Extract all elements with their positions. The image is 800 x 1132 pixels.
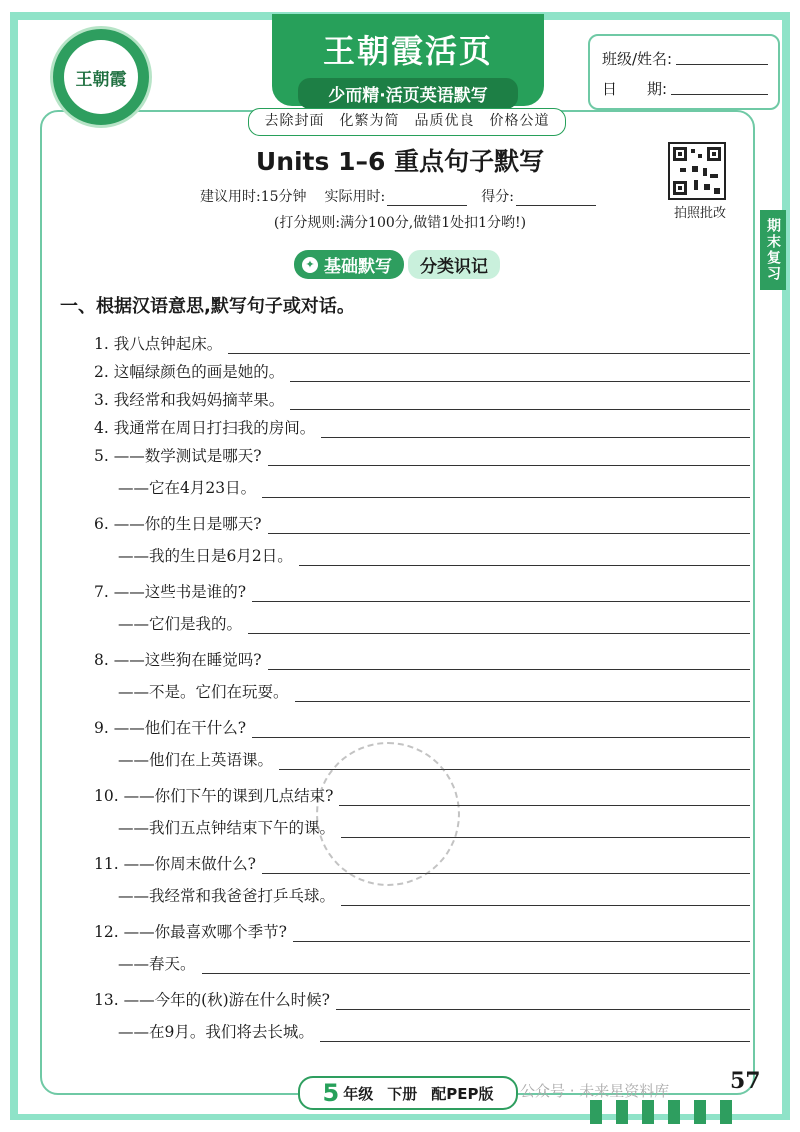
question-text: 8. ——这些狗在睡觉吗? [94,651,262,669]
stripe [590,1100,602,1124]
suggested-time: 建议用时:15分钟 [200,189,307,205]
answer-blank[interactable] [202,961,750,974]
question-text: 3. 我经常和我妈妈摘苹果。 [94,391,285,409]
footer-badge [298,1076,518,1110]
question-line [118,476,750,498]
question-line [94,988,750,1010]
date-field[interactable] [671,78,768,95]
actual-time-label: 实际用时: [324,189,386,205]
answer-blank[interactable] [268,657,750,670]
answer-blank[interactable] [262,485,750,498]
answer-blank[interactable] [268,453,750,466]
page-title: Units 1–6 重点句子默写 [255,147,545,176]
badge-sub-label: 分类识记 [408,250,500,279]
class-name-label: 班级/姓名: [602,50,673,68]
question-text: ——我的生日是6月2日。 [118,547,293,565]
section-heading: 一、根据汉语意思,默写句子或对话。 [60,296,355,317]
medal-icon: ✦ [302,257,318,273]
question-line [94,416,750,438]
answer-blank[interactable] [336,997,750,1010]
watermark-text: 公众号 · 未来星资料库 [520,1082,670,1100]
answer-blank[interactable] [252,589,750,602]
question-text: ——在9月。我们将去长城。 [118,1023,314,1041]
question-line [94,332,750,354]
question-line [118,1020,750,1042]
stripe [642,1100,654,1124]
question-line [94,512,750,534]
question-line [94,580,750,602]
question-text: 11. ——你周末做什么? [94,855,256,873]
stripe [616,1100,628,1124]
edition-label: 配PEP版 [431,1084,494,1103]
badge-main-label: 基础默写 [324,257,392,277]
class-name-field[interactable] [676,48,768,65]
watermark-stamp [316,742,460,886]
question-line [118,680,750,702]
stripe [720,1100,732,1124]
question-text: ——它在4月23日。 [118,479,257,497]
question-text: 4. 我通常在周日打扫我的房间。 [94,419,316,437]
section-badge [294,250,500,279]
answer-blank[interactable] [299,553,750,566]
qr-code-icon[interactable] [668,142,726,200]
meta-line [200,186,610,206]
name-box [588,34,780,110]
question-text: ——春天。 [118,955,196,973]
question-line [94,444,750,466]
question-line [118,884,750,906]
answer-blank[interactable] [290,369,750,382]
logo-text: 王朝霞 [64,40,138,114]
slogan: 去除封面 化繁为简 品质优良 价格公道 [248,108,566,136]
answer-blank[interactable] [295,689,750,702]
question-text: 12. ——你最喜欢哪个季节? [94,923,287,941]
stripe [668,1100,680,1124]
answer-blank[interactable] [290,397,750,410]
question-line [94,360,750,382]
question-text: 2. 这幅绿颜色的画是她的。 [94,363,285,381]
question-text: ——他们在上英语课。 [118,751,274,769]
question-text: 1. 我八点钟起床。 [94,335,223,353]
question-text: 9. ——他们在干什么? [94,719,247,737]
score-label: 得分: [481,189,514,205]
answer-blank[interactable] [293,929,750,942]
answer-blank[interactable] [248,621,750,634]
question-text: ——它们是我的。 [118,615,243,633]
qr-label: 拍照批改 [673,206,726,221]
question-text: ——我经常和我爸爸打乒乓球。 [118,887,336,905]
actual-time-field[interactable] [387,191,467,206]
answer-blank[interactable] [341,893,750,906]
question-text: 10. ——你们下午的课到几点结束? [94,787,334,805]
question-line [94,920,750,942]
volume-label: 下册 [387,1084,418,1103]
question-line [94,716,750,738]
question-text: 5. ——数学测试是哪天? [94,447,262,465]
stripe [694,1100,706,1124]
scoring-rule: (打分规则:满分100分,做错1处扣1分哟!) [273,215,527,231]
page-number: 57 [730,1068,761,1094]
question-line [118,952,750,974]
question-text: ——我们五点钟结束下午的课。 [118,819,336,837]
date-label: 日 期: [602,80,668,98]
score-field[interactable] [516,191,596,206]
footer-stripes [590,1100,746,1124]
question-text: ——不是。它们在玩耍。 [118,683,289,701]
answer-blank[interactable] [252,725,750,738]
badge-main [294,250,404,279]
question-line [94,648,750,670]
question-text: 7. ——这些书是谁的? [94,583,247,601]
brand-logo [50,26,152,128]
grade-number: 5 [322,1079,340,1107]
brand-title: 王朝霞活页 [322,32,493,70]
answer-blank[interactable] [320,1029,750,1042]
brand-subtitle: 少而精·活页英语默写 [298,78,518,109]
side-tab: 期末复习 [760,210,786,290]
question-line [118,544,750,566]
answer-blank[interactable] [321,425,750,438]
question-line [94,388,750,410]
question-text: 6. ——你的生日是哪天? [94,515,262,533]
answer-blank[interactable] [268,521,750,534]
grade-label: 年级 [343,1084,374,1103]
header-banner [272,14,544,106]
question-text: 13. ——今年的(秋)游在什么时候? [94,991,330,1009]
question-line [118,612,750,634]
answer-blank[interactable] [228,341,750,354]
